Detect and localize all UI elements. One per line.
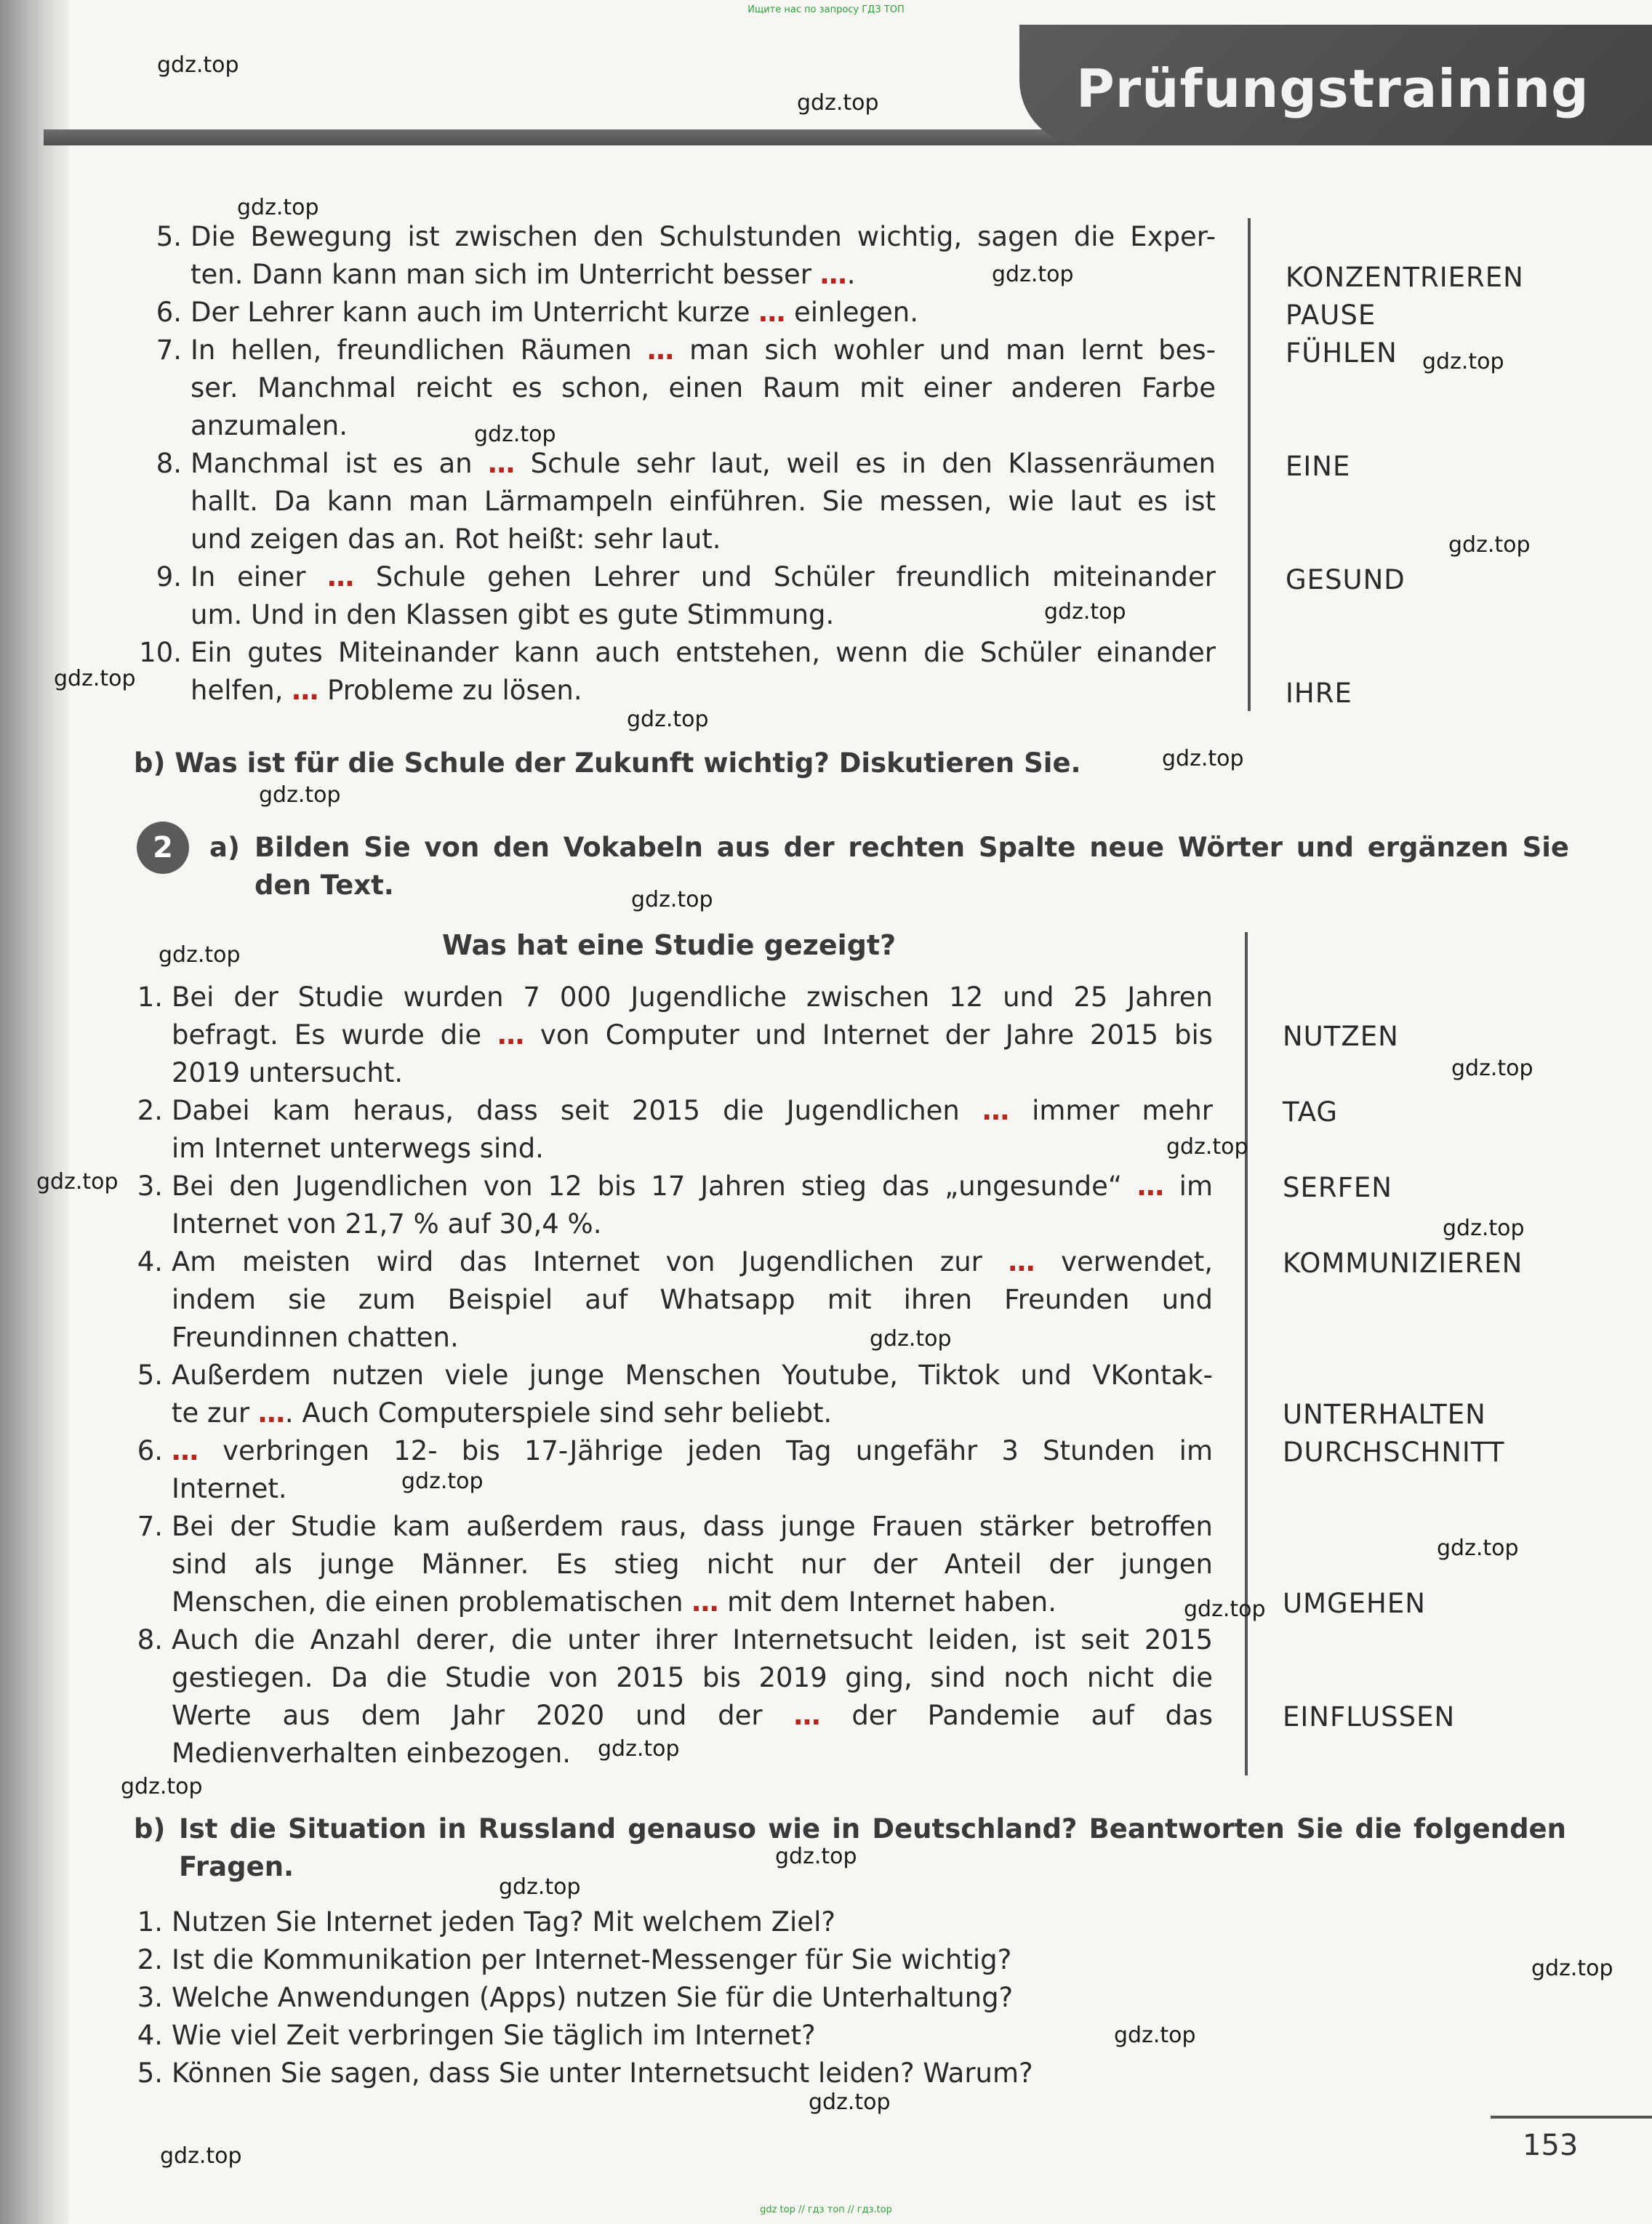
item-line [172,1659,1213,1697]
item-line [172,1583,1213,1621]
gap-dots: … [172,1435,199,1466]
gap-dots: … [691,1586,719,1618]
item-line [172,1168,1213,1205]
item-number: 4. [137,1246,163,1277]
gap-dots: … [982,1095,1009,1126]
text-segment: Werte aus dem Jahr 2020 und der [172,1700,794,1731]
exercise2-word: DURCHSCHNITT [1283,1437,1505,1468]
exercise1-word: PAUSE [1286,300,1376,331]
exercise2-word: KOMMUNIZIEREN [1283,1248,1523,1279]
text-segment: Schule gehen Lehrer und Schüler freundlich miteinander [354,561,1216,593]
exercise-item [137,1432,1213,1508]
text-segment: Auch die Anzahl derer, die unter ihrer Internetsucht leiden, ist seit 2015 [172,1624,1213,1655]
question-item [137,1941,1012,1979]
text-segment: Probleme zu lösen. [318,675,582,706]
gap-dots: … [497,1019,525,1051]
text-segment: te zur [172,1397,258,1429]
text-segment: 2019 untersucht. [172,1057,404,1088]
exercise1-word: FÜHLEN [1286,337,1398,369]
page-number-rule [1491,2116,1652,2119]
text-segment: befragt. Es wurde die [172,1019,498,1051]
item-line [172,1735,1213,1773]
item-number: 3. [137,1171,163,1202]
watermark: gdz.top [797,90,879,116]
item-line [172,1432,1213,1470]
item-line [191,558,1216,596]
item-number: 8. [137,1624,163,1655]
exercise1-word: EINE [1286,451,1351,482]
text-segment: immer mehr [1009,1095,1213,1126]
task2b-label: b) [134,1813,166,1844]
item-number: 7. [156,334,182,366]
text-segment: hallt. Da kann man Lärmampeln einführen. Sie messen, wie laut es ist [191,486,1216,517]
task2b-line: Fragen. [179,1851,294,1882]
top-note: Ищите нас по запросу ГДЗ ТОП [747,4,905,15]
question-text: Wie viel Zeit verbringen Sie täglich im Internet? [172,2020,816,2051]
task2a-heading [254,829,1569,904]
gap-dots: … [758,297,786,328]
bottom-note: gdz top // гдз топ // гдз.top [760,2204,892,2215]
watermark: gdz.top [1422,349,1504,374]
exercise-item [137,1092,1213,1168]
watermark: gdz.top [1166,1134,1248,1160]
item-number: 9. [156,561,182,593]
item-line [172,1621,1213,1659]
exercise2-word: SERFEN [1283,1172,1392,1203]
watermark: gdz.top [401,1469,484,1494]
exercise-number-badge: 2 [137,822,189,874]
watermark: gdz.top [1451,1056,1533,1081]
text-segment: In einer [191,561,328,593]
item-number: 2. [137,1944,163,1975]
exercise-item [139,634,1216,710]
watermark: gdz.top [1531,1956,1613,1981]
watermark: gdz.top [36,1169,119,1195]
watermark: gdz.top [121,1774,203,1799]
exercise-item [156,332,1216,445]
item-number: 5. [137,2058,163,2089]
exercise-item [137,1357,1213,1432]
exercise-item [137,1621,1213,1773]
item-line [172,1243,1213,1281]
text-segment: ten. Dann kann man sich im Unterricht besser [191,259,820,290]
question-text: Können Sie sagen, dass Sie unter Internetsucht leiden? Warum? [172,2058,1033,2089]
exercise2-word: NUTZEN [1283,1021,1399,1052]
item-line [172,1319,1213,1357]
watermark: gdz.top [157,52,239,78]
task2a-line: den Text. [254,870,394,901]
text-segment: man sich wohler und man lernt bes- [674,334,1216,366]
text-segment: mit dem Internet haben. [718,1586,1056,1618]
watermark: gdz.top [809,2089,891,2115]
item-line [191,407,1216,445]
text-segment: von Computer und Internet der Jahre 2015 bis [524,1019,1213,1051]
watermark: gdz.top [474,422,556,447]
item-line [191,218,1216,256]
exercise-item [156,294,1216,332]
text-segment: helfen, [191,675,292,706]
item-line [172,1054,1213,1092]
item-line [172,1092,1213,1130]
item-number: 6. [156,297,182,328]
exercise2-word: UNTERHALTEN [1283,1399,1486,1430]
text-segment: Bei der Studie wurden 7 000 Jugendliche zwischen 12 und 25 Jahren [172,981,1213,1013]
exercise-item [137,1508,1213,1621]
exercise1-word: IHRE [1286,678,1352,709]
watermark: gdz.top [870,1326,952,1352]
exercise2-word: TAG [1283,1096,1339,1128]
text-segment: Internet von 21,7 % auf 30,4 %. [172,1208,602,1240]
text-segment: und zeigen das an. Rot heißt: sehr laut. [191,523,721,555]
task1b-heading: b) Was ist für die Schule der Zukunft wichtig? Diskutieren Sie. [134,747,1081,779]
page-title: Prüfungstraining [1076,58,1589,119]
question-text: Welche Anwendungen (Apps) nutzen Sie für die Unterhaltung? [172,1982,1014,2013]
text-segment: verbringen 12- bis 17-Jährige jeden Tag ungefähr 3 Stunden im [199,1435,1213,1466]
item-line [191,332,1216,369]
watermark: gdz.top [1114,2023,1196,2048]
text-segment: anzumalen. [191,410,348,441]
item-line [191,672,1216,710]
text-segment: ser. Manchmal reicht es schon, einen Raum mit einer anderen Farbe [191,372,1216,404]
question-text: Nutzen Sie Internet jeden Tag? Mit welchem Ziel? [172,1906,835,1938]
gap-dots: … [1008,1246,1035,1277]
item-line [172,1281,1213,1319]
text-segment: Schule sehr laut, weil es in den Klassenräumen [515,448,1216,479]
item-line [191,294,1216,332]
item-line [172,1546,1213,1583]
watermark: gdz.top [237,195,319,220]
exercise-item [137,1168,1213,1243]
item-line [172,1508,1213,1546]
watermark: gdz.top [499,1874,581,1900]
item-number: 10. [139,637,182,668]
exercise2-column-divider [1245,932,1248,1775]
watermark: gdz.top [598,1736,680,1762]
text-segment: Internet. [172,1473,287,1504]
item-line [191,634,1216,672]
exercise1-word: KONZENTRIEREN [1286,262,1524,293]
item-line [172,979,1213,1016]
watermark: gdz.top [54,666,136,691]
gap-dots: … [793,1700,821,1731]
watermark: gdz.top [259,782,341,808]
question-item [137,2017,816,2055]
gap-dots: … [647,334,675,366]
text-segment: der Pandemie auf das [820,1700,1213,1731]
question-item [137,1979,1014,2017]
item-number: 5. [137,1360,163,1391]
item-line [191,445,1216,483]
text-segment: . Auch Computerspiele sind sehr beliebt. [284,1397,833,1429]
exercise-item [137,1243,1213,1357]
text-segment: Außerdem nutzen viele junge Menschen Youtube, Tiktok und VKontak- [172,1360,1213,1391]
gap-dots: … [1136,1171,1164,1202]
item-line [191,521,1216,558]
item-number: 1. [137,1906,163,1938]
question-item [137,1903,835,1941]
text-segment: In hellen, freundlichen Räumen [191,334,648,366]
book-spine-shadow [0,0,69,2224]
item-number: 6. [137,1435,163,1466]
text-segment: Freundinnen chatten. [172,1322,459,1353]
item-line [172,1016,1213,1054]
text-segment: Dabei kam heraus, dass seit 2015 die Jugendlichen [172,1095,982,1126]
page-number: 153 [1523,2129,1579,2162]
item-line [172,1357,1213,1394]
gap-dots: … [292,675,319,706]
study-title: Was hat eine Studie gezeigt? [442,929,897,961]
text-segment: im [1163,1171,1213,1202]
watermark: gdz.top [1044,599,1126,625]
exercise1-column-divider [1248,218,1251,711]
item-line [172,1470,1213,1508]
watermark: gdz.top [1162,746,1244,771]
text-segment: Bei der Studie kam außerdem raus, dass junge Frauen stärker betroffen [172,1511,1213,1542]
item-line [172,1205,1213,1243]
watermark: gdz.top [1437,1535,1519,1561]
item-line [172,1394,1213,1432]
exercise-item [137,979,1213,1092]
text-segment: gestiegen. Da die Studie von 2015 bis 2019 ging, sind noch nicht die [172,1662,1213,1693]
gap-dots: … [488,448,516,479]
watermark: gdz.top [1448,532,1531,558]
text-segment: im Internet unterwegs sind. [172,1133,544,1164]
watermark: gdz.top [159,942,241,968]
watermark: gdz.top [627,707,709,732]
exercise2-word: EINFLUSSEN [1283,1701,1456,1733]
watermark: gdz.top [775,1844,857,1869]
item-number: 8. [156,448,182,479]
exercise1-word: GESUND [1286,564,1406,595]
watermark: gdz.top [631,887,713,912]
text-segment: einlegen. [785,297,918,328]
text-segment: sind als junge Männer. Es stieg nicht nur der Anteil der jungen [172,1549,1213,1580]
watermark: gdz.top [160,2143,242,2169]
task2b-heading [179,1810,1566,1886]
text-segment: verwendet, [1035,1246,1213,1277]
text-segment: Die Bewegung ist zwischen den Schulstunden wichtig, sagen die Exper- [191,221,1216,252]
text-segment: Manchmal ist es an [191,448,489,479]
text-segment: Am meisten wird das Internet von Jugendlichen zur [172,1246,1009,1277]
item-line [172,1697,1213,1735]
item-number: 1. [137,981,163,1013]
text-segment: Der Lehrer kann auch im Unterricht kurze [191,297,759,328]
item-number: 3. [137,1982,163,2013]
text-segment: Menschen, die einen problematischen [172,1586,692,1618]
text-segment: . [846,259,856,290]
exercise2-word: UMGEHEN [1283,1588,1426,1619]
item-number: 7. [137,1511,163,1542]
question-text: Ist die Kommunikation per Internet-Messenger für Sie wichtig? [172,1944,1012,1975]
text-segment: indem sie zum Beispiel auf Whatsapp mit ihren Freunden und [172,1284,1213,1315]
task2b-line: Ist die Situation in Russland genauso wie in Deutschland? Beantworten Sie die folgenden [179,1813,1566,1844]
item-line [191,369,1216,407]
question-item [137,2055,1033,2092]
text-segment: Bei den Jugendlichen von 12 bis 17 Jahren stieg das „ungesunde“ [172,1171,1137,1202]
text-segment: Medienverhalten einbezogen. [172,1738,572,1769]
item-number: 4. [137,2020,163,2051]
task2a-line: Bilden Sie von den Vokabeln aus der rechten Spalte neue Wörter und ergänzen Sie [254,832,1569,863]
item-number: 2. [137,1095,163,1126]
gap-dots: … [257,1397,285,1429]
item-line [191,483,1216,521]
item-number: 5. [156,221,182,252]
watermark: gdz.top [1184,1597,1266,1622]
text-segment: Ein gutes Miteinander kann auch entstehen, wenn die Schüler einander [191,637,1216,668]
text-segment: um. Und in den Klassen gibt es gute Stimmung. [191,599,835,630]
watermark: gdz.top [992,262,1074,287]
task2a-label: a) [209,832,240,863]
gap-dots: … [327,561,355,593]
exercise-item [156,445,1216,558]
item-line [172,1130,1213,1168]
watermark: gdz.top [1443,1216,1525,1241]
gap-dots: … [819,259,847,290]
